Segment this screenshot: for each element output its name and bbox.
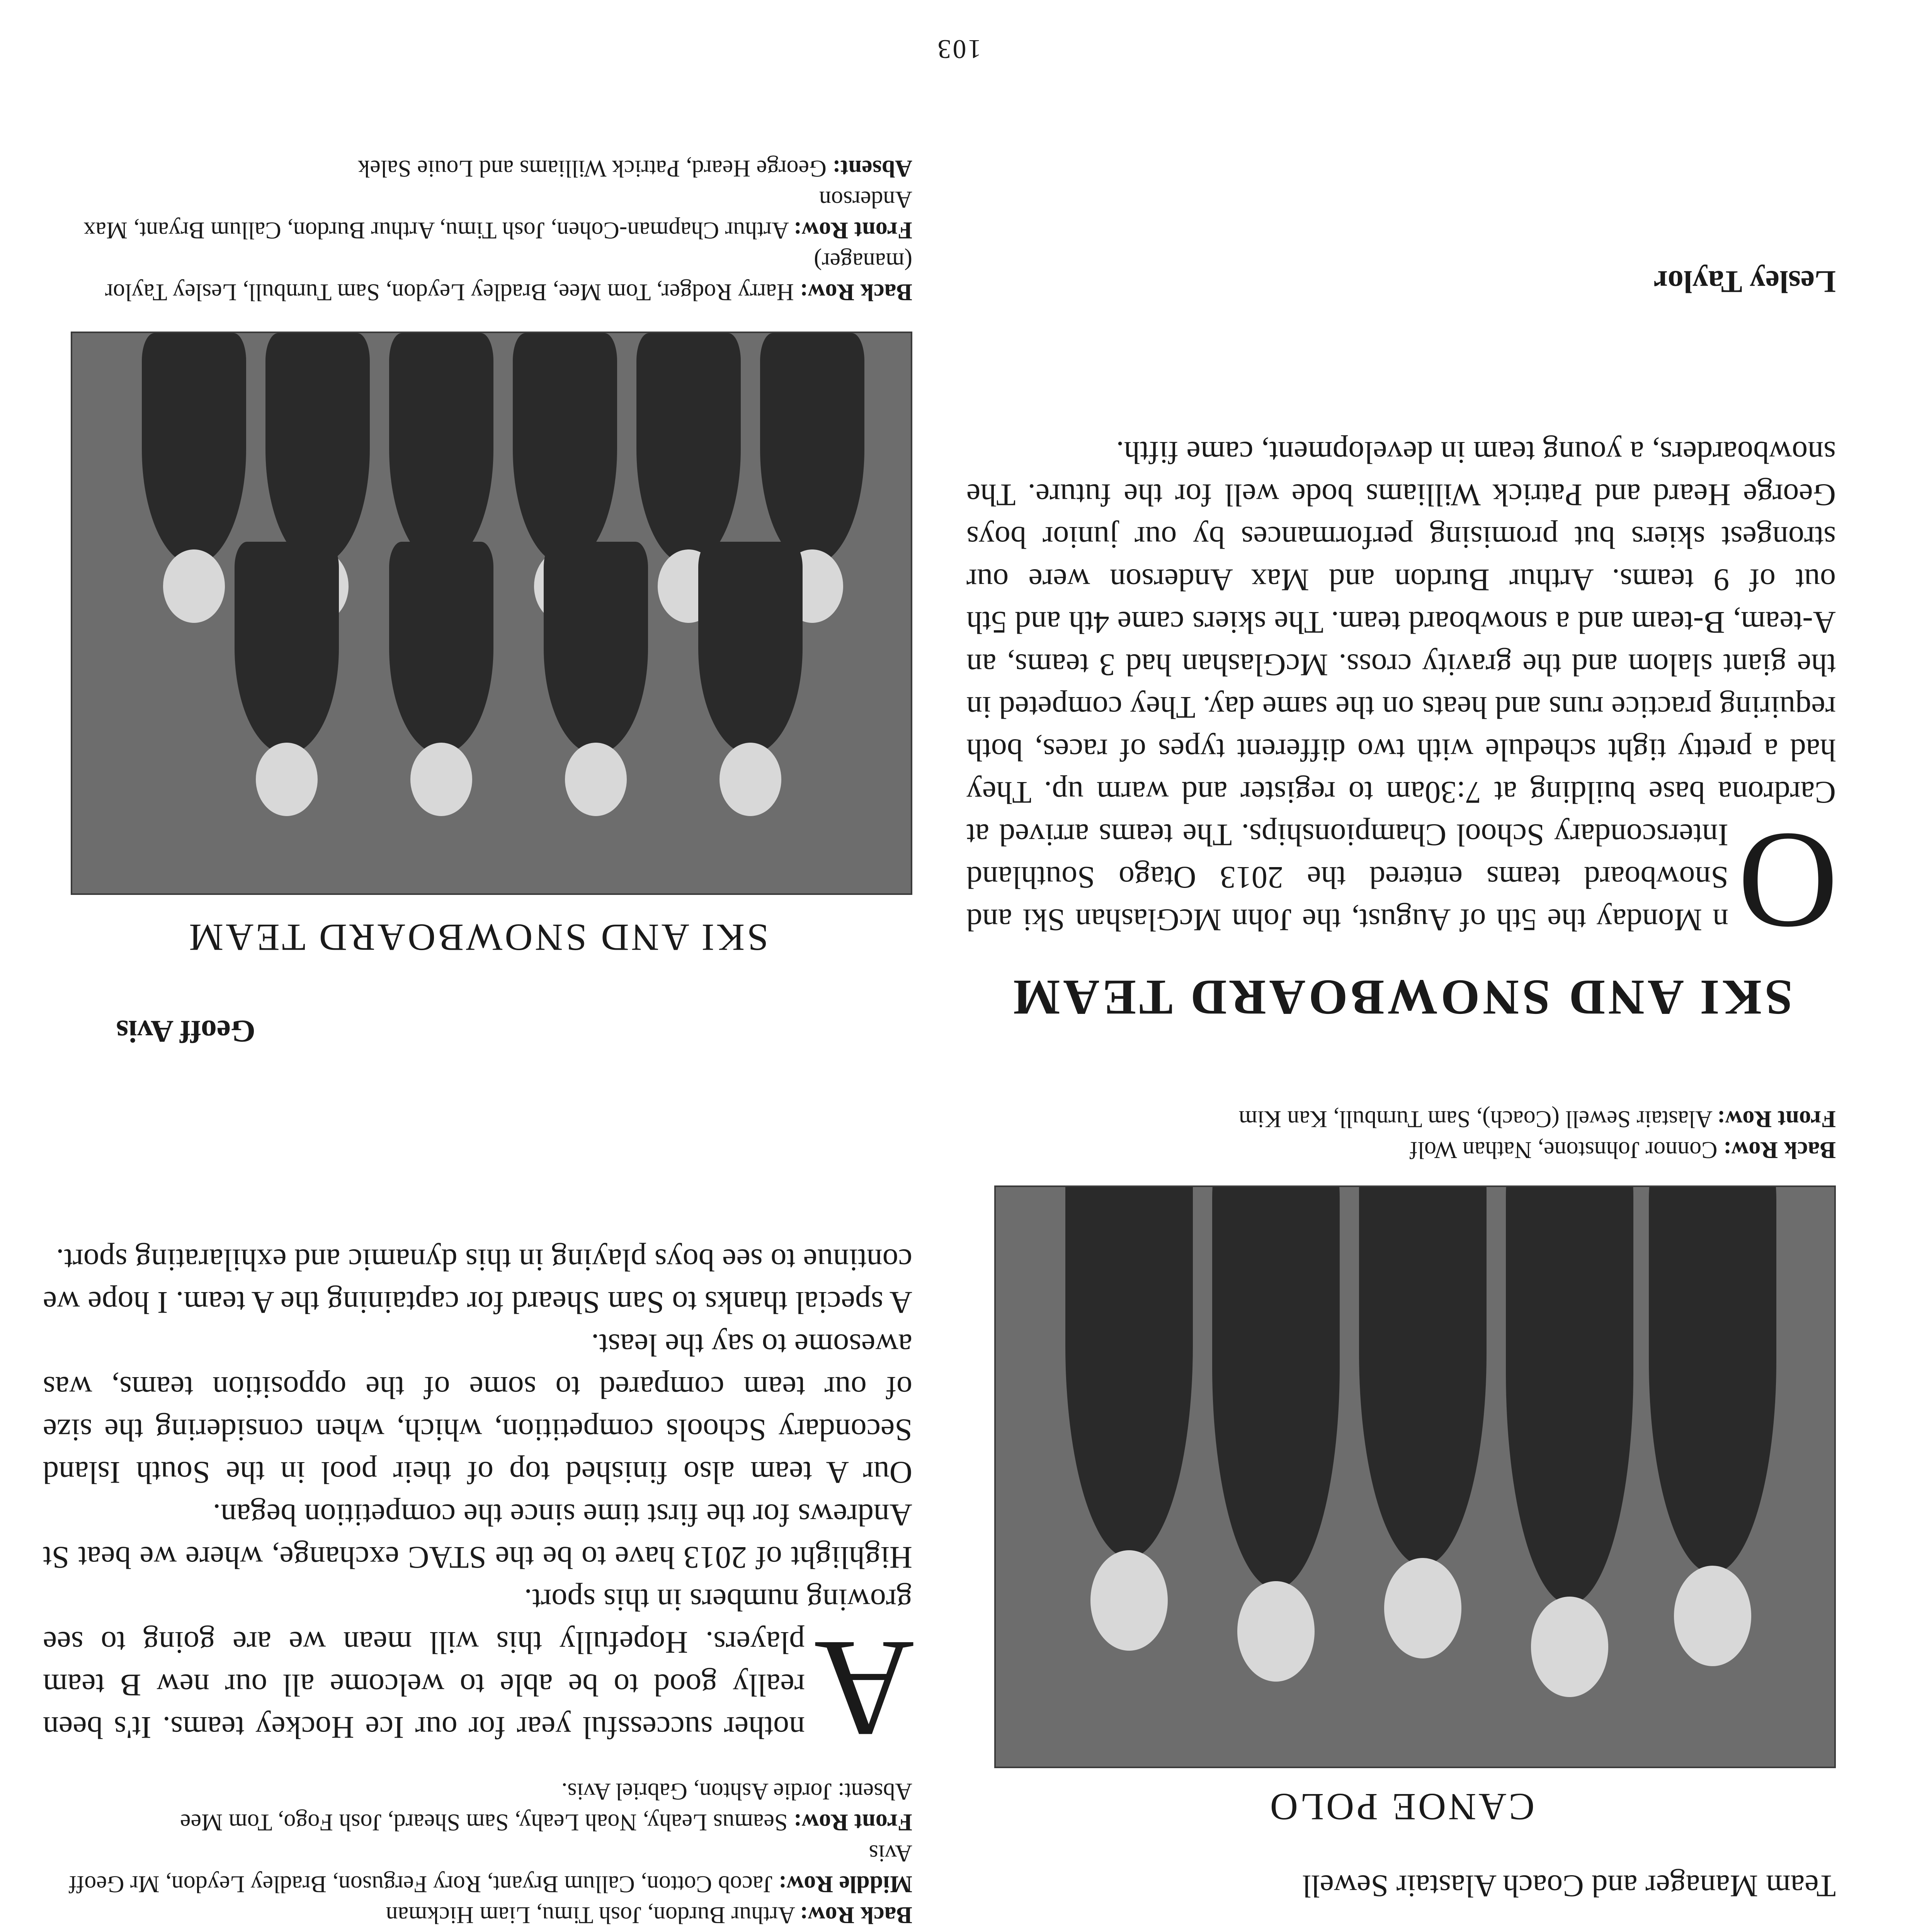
ski-caption [43,153,912,308]
left-column [966,0,1836,1932]
ice-hockey-paragraph: Highlight of 2013 have to be the STAC exchange, where we beat St Andrews for the first time since the competition began. [43,1498,912,1575]
ski-title: SKI AND SNOWBOARD TEAM [1009,969,1793,1025]
right-column [43,0,915,1932]
page-number: 103 [936,34,981,64]
ski-caption-row: Back Row: Harry Rodger, Tom Mee, Bradley Leydon, Sam Turnbull, Lesley Taylor (manager) [105,248,912,305]
ski-photo-label: SKI AND SNOWBOARD TEAM [187,916,769,959]
ice-hockey-drop-cap: A [814,1612,915,1766]
ski-drop-cap: O [1738,804,1838,959]
ice-hockey-caption-row: Middle Row: Jacob Cotton, Callum Bryant, Rory Ferguson, Bradley Leydon, Mr Geoff Avis [69,1840,912,1897]
canoe-polo-team-photo [994,1185,1836,1768]
canoe-polo-caption-row: Back Row: Connor Johnstone, Nathan Wolf [1410,1137,1836,1163]
ski-caption-row: Front Row: Arthur Chapman-Cohen, Josh Timu, Arthur Burdon, Callum Bryant, Max Anderson [83,186,912,243]
canoe-polo-signature: Team Manager and Coach Alastair Sewell [1302,1869,1836,1904]
ice-hockey-caption [43,1776,912,1930]
ice-hockey-paragraph: A special thanks to Sam Sheard for captaining the A team. I hope we continue to see boys playing in this dynamic and exhilarating sport. [43,1243,912,1320]
ice-hockey-caption-row: Back Row: Arthur Burdon, Josh Timu, Liam Hickman [386,1902,912,1928]
ice-hockey-caption-row: Front Row: Seamus Leahy, Noah Leahy, Sam Sheard, Josh Fogo, Tom Mee [180,1809,912,1835]
ski-team-photo [71,332,912,895]
canoe-polo-caption [966,1104,1836,1165]
ski-article [966,431,1838,959]
ski-caption-row: Absent: George Heard, Patrick Williams and Louie Salek [358,155,912,182]
ice-hockey-paragraph: nother successful year for our Ice Hockey teams. It's been really good to be able to welcome all our new B team players. Hopefully this will mean we are going to see growing numbers in this sport. [43,1583,912,1745]
canoe-polo-photo-label: CANOE POLO [1267,1786,1535,1828]
ski-signature: Lesley Taylor [1653,264,1836,299]
ski-paragraph: n Monday the 5th of August, the John McGlashan Ski and Snowboard teams entered the 2013 Otago Southland Interscondary School Championships. The teams arrived at Cardrona base building at 7:30am to register and warm up. They had a pretty tight schedule with two different types of races, both requiring practice runs and heats on the same day. They competed in the giant slalom and the gravity cross. McGlashan had 3 teams, an A-team, B-team and a snowboard team. The skiers came 4th and 5th out of 9 teams. Arthur Burdon and Max Anderson were our strongest skiers but promising performances by our junior boys George Heard and Patrick Williams bode well for the future. The snowboarders, a young team in development, came fifth. [966,435,1836,938]
canoe-polo-caption-row: Front Row: Alastair Sewell (Coach), Sam Turnbull, Kan Kim [1238,1106,1836,1132]
ice-hockey-paragraph: Our A team also finished top of their pool in the South Island Secondary Schools competition, which, when considering the size of our team compared to some of the opposition teams, was awesome to say the least. [43,1328,912,1490]
ice-hockey-signature: Geoff Avis [116,1014,255,1049]
ice-hockey-caption-row: Absent: Jordie Ashton, Gabriel Avis. [561,1778,912,1804]
ice-hockey-article [43,1239,915,1766]
